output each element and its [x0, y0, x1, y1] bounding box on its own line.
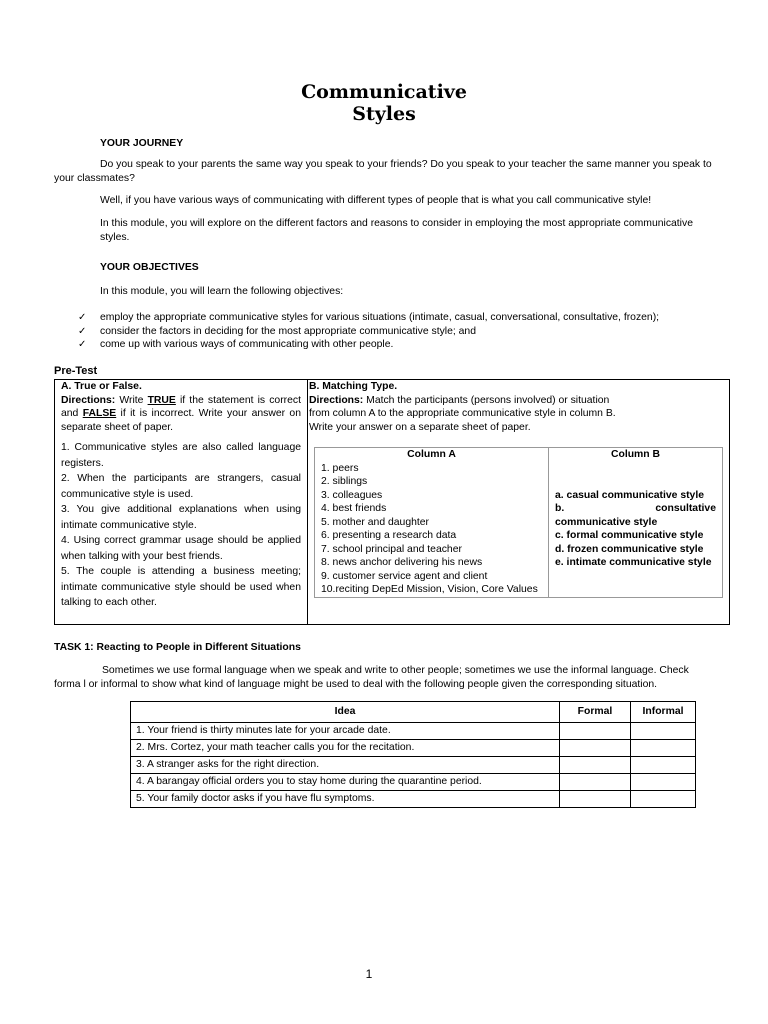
- journey-heading: YOUR JOURNEY: [100, 138, 184, 149]
- true-false-item: 2. When the participants are strangers, casual communicative style is used.: [61, 473, 301, 500]
- page-title: [0, 81, 768, 125]
- matching-directions-2: from column A to the appropriate communicative style in column B.: [309, 408, 616, 420]
- objectives-intro: In this module, you will learn the following objectives:: [100, 286, 344, 297]
- pretest-box: [54, 379, 730, 625]
- column-a-item: 10.reciting DepEd Mission, Vision, Core Values: [321, 584, 538, 595]
- formal-header: Formal: [560, 702, 631, 723]
- objective-item: ✓ consider the factors in deciding for the most appropriate communicative style; and: [78, 325, 476, 337]
- matching-directions-1: Directions: Match the participants (persons involved) or situation: [309, 394, 610, 406]
- column-a-item: 2. siblings: [321, 476, 368, 487]
- column-a-item: 3. colleagues: [321, 489, 383, 501]
- true-false-item: 4. Using correct grammar usage should be applied when talking with your best friends.: [61, 535, 301, 562]
- objectives-list: [54, 311, 724, 352]
- informal-cell[interactable]: [631, 740, 696, 757]
- formal-cell[interactable]: [560, 723, 631, 740]
- formal-cell[interactable]: [560, 757, 631, 774]
- column-a-item: 9. customer service agent and client: [321, 570, 488, 582]
- column-a-item: 8. news anchor delivering his news: [321, 557, 483, 568]
- task1-table: [130, 701, 696, 808]
- column-a-header: Column A: [407, 449, 456, 460]
- table-row: [131, 723, 696, 740]
- informal-cell[interactable]: [631, 791, 696, 808]
- table-row: [131, 774, 696, 791]
- page-number: 1: [365, 967, 373, 981]
- title-line-1: Communicative: [301, 81, 467, 103]
- true-false-directions: Directions: Write TRUE if the statement is correct and FALSE if it is incorrect. Write your answer on separate sheet of paper.: [61, 394, 301, 433]
- informal-cell[interactable]: [631, 774, 696, 791]
- formal-cell[interactable]: [560, 791, 631, 808]
- idea-header: Idea: [131, 702, 560, 723]
- task1-intro: Sometimes we use formal language when we speak and write to other people; sometimes we use the informal language. Check forma l or informal to show what kind of language might be used to deal with the following people given the corresponding situation.: [54, 665, 689, 690]
- matching-table: [314, 447, 723, 598]
- check-icon: ✓: [78, 312, 87, 323]
- informal-cell[interactable]: [631, 757, 696, 774]
- column-b-cell: [549, 448, 723, 598]
- journey-paragraph-3: In this module, you will explore on the different factors and reasons to consider in employing the most appropriate communicative styles.: [100, 218, 693, 243]
- table-row: [131, 757, 696, 774]
- task1-heading: TASK 1: Reacting to People in Different Situations: [54, 642, 301, 653]
- column-a-item: 7. school principal and teacher: [321, 543, 462, 555]
- journey-paragraph-1: Do you speak to your parents the same way you speak to your friends? Do you speak to your teacher the same manner you speak to your classmates?: [54, 159, 712, 184]
- pretest-heading: Pre-Test: [54, 365, 98, 377]
- check-icon: ✓: [78, 339, 87, 350]
- column-a-item: 4. best friends: [321, 503, 387, 514]
- table-row: [131, 791, 696, 808]
- task1-header-row: [131, 702, 696, 723]
- matching-directions-3: Write your answer on a separate sheet of paper.: [309, 421, 531, 433]
- column-a-item: 6. presenting a research data: [321, 530, 457, 541]
- idea-cell: 2. Mrs. Cortez, your math teacher calls you for the recitation.: [131, 740, 560, 757]
- objectives-heading: YOUR OBJECTIVES: [100, 262, 199, 273]
- idea-cell: 4. A barangay official orders you to stay home during the quarantine period.: [131, 774, 560, 791]
- idea-cell: 1. Your friend is thirty minutes late for your arcade date.: [131, 723, 560, 740]
- matching-section: [309, 380, 729, 434]
- column-b-item: d. frozen communicative style: [555, 543, 704, 555]
- idea-cell: 3. A stranger asks for the right direction.: [131, 757, 560, 774]
- true-false-title: A. True or False.: [61, 381, 142, 392]
- informal-cell[interactable]: [631, 723, 696, 740]
- table-row: [131, 740, 696, 757]
- true-false-item: 3. You give additional explanations when using intimate communicative style.: [61, 504, 301, 531]
- column-b-item: c. formal communicative style: [555, 530, 704, 541]
- column-a-item: 5. mother and daughter: [321, 516, 430, 528]
- pretest-divider: [307, 380, 308, 624]
- objective-item: ✓ come up with various ways of communicating with other people.: [78, 339, 394, 350]
- true-false-section: [61, 380, 301, 611]
- column-a-item: 1. peers: [321, 462, 359, 474]
- title-line-2: Styles: [352, 103, 416, 125]
- matching-title: B. Matching Type.: [309, 381, 398, 392]
- formal-cell[interactable]: [560, 740, 631, 757]
- formal-cell[interactable]: [560, 774, 631, 791]
- true-false-item: 1. Communicative styles are also called language registers.: [61, 442, 301, 469]
- column-b-header: Column B: [610, 449, 661, 460]
- idea-cell: 5. Your family doctor asks if you have flu symptoms.: [131, 791, 560, 808]
- true-false-item: 5. The couple is attending a business meeting; intimate communicative style should be used when talking to each other.: [61, 566, 301, 609]
- check-icon: ✓: [78, 325, 87, 337]
- column-b-item: b. consultative communicative style: [555, 503, 725, 528]
- objective-item: ✓ employ the appropriate communicative styles for various situations (intimate, casual, conversational, consultative, frozen);: [78, 312, 660, 323]
- journey-paragraph-2: Well, if you have various ways of communicating with different types of people that is what you call communicative style!: [100, 195, 652, 206]
- column-a-cell: [315, 448, 549, 598]
- column-b-item: a. casual communicative style: [555, 489, 705, 501]
- column-b-item: e. intimate communicative style: [555, 557, 712, 568]
- informal-header: Informal: [631, 702, 696, 723]
